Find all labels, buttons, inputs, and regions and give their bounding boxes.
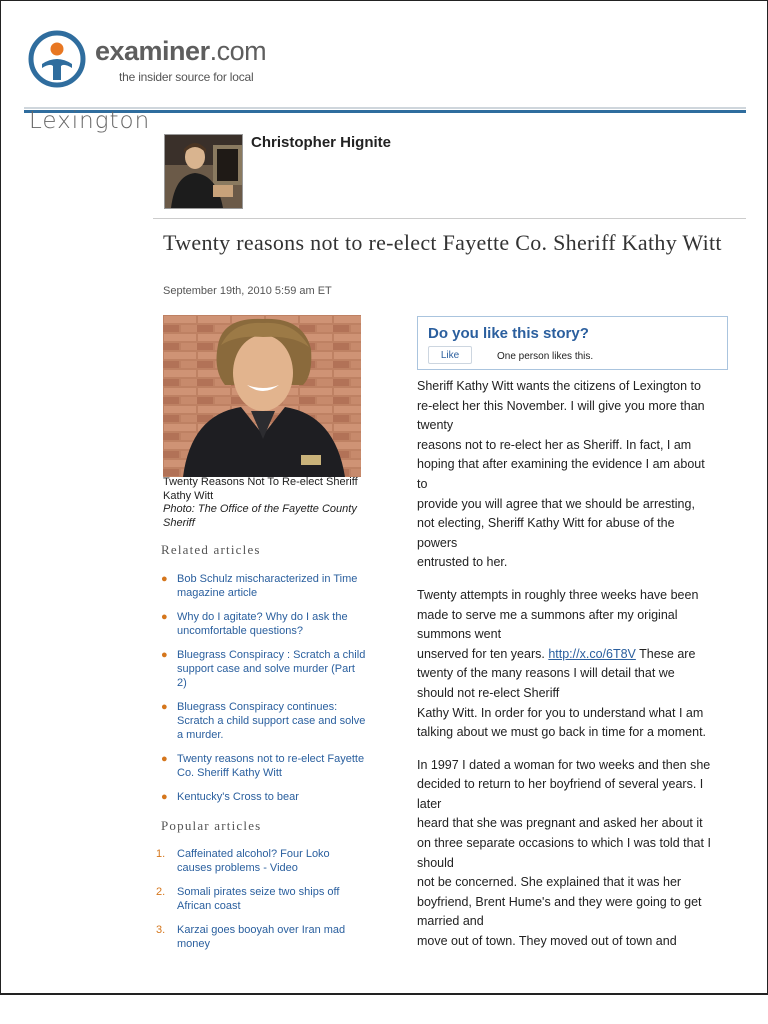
related-article-title[interactable]: Why do I agitate? Why do I ask the uncomfortable questions? xyxy=(177,611,348,637)
related-article-link[interactable] xyxy=(161,610,366,638)
article-paragraph xyxy=(417,586,732,743)
body-line: move out of town. They moved out of town and xyxy=(417,934,677,949)
body-line: not be concerned. She explained that it was her xyxy=(417,875,682,890)
body-line: on three separate occasions to which I was told that I xyxy=(417,836,711,851)
related-article-link[interactable] xyxy=(161,700,366,742)
body-line: In 1997 I dated a woman for two weeks and then she xyxy=(417,757,711,772)
body-line-with-link xyxy=(417,645,732,665)
popular-article-link[interactable] xyxy=(156,923,366,951)
bullet-icon: ● xyxy=(161,649,168,661)
author-name[interactable]: Christopher Hignite xyxy=(251,134,392,151)
list-number: 3. xyxy=(156,924,166,936)
related-article-title[interactable]: Bob Schulz mischaracterized in Time magazine article xyxy=(177,573,358,599)
body-line: provide you will agree that we should be arresting, xyxy=(417,496,695,511)
photo-caption: Twenty Reasons Not To Re-elect Sheriff Kathy Witt xyxy=(163,476,358,502)
article-paragraph xyxy=(417,756,732,952)
popular-article-link[interactable] xyxy=(156,885,366,913)
body-line: married and xyxy=(417,914,484,929)
body-line: to xyxy=(417,476,428,491)
body-line: re-elect her this November. I will give you more than xyxy=(417,398,705,413)
photo-caption-block xyxy=(163,476,363,530)
article-body xyxy=(417,377,732,965)
brand-name[interactable] xyxy=(95,36,266,67)
list-number: 2. xyxy=(156,886,166,898)
popular-article-link[interactable] xyxy=(156,847,366,875)
related-article-link[interactable] xyxy=(161,752,366,780)
bullet-icon: ● xyxy=(161,701,168,713)
like-button[interactable]: Like xyxy=(428,346,472,364)
body-line: not electing, Sheriff Kathy Witt for abuse of the xyxy=(417,516,675,531)
link-line-before: unserved for ten years. xyxy=(417,646,549,661)
brand-tagline: the insider source for local xyxy=(119,70,254,84)
related-article-link[interactable] xyxy=(161,572,366,600)
popular-article-title[interactable]: Karzai goes booyah over Iran mad money xyxy=(177,924,346,950)
link-line-after: These are xyxy=(635,646,696,661)
related-article-title[interactable]: Kentucky's Cross to bear xyxy=(177,791,299,803)
examiner-logo-icon[interactable] xyxy=(28,30,86,88)
body-line: twenty xyxy=(417,418,454,433)
body-line: talking about we must go back in time for a moment. xyxy=(417,725,707,740)
bullet-icon: ● xyxy=(161,753,168,765)
short-url-link[interactable]: http://x.co/6T8V xyxy=(548,646,636,661)
body-line: should not re-elect Sheriff xyxy=(417,685,560,700)
body-line: heard that she was pregnant and asked her about it xyxy=(417,816,703,831)
body-line: entrusted to her. xyxy=(417,555,508,570)
related-article-title[interactable]: Bluegrass Conspiracy continues: Scratch a child support case and solve a murder. xyxy=(177,701,366,741)
body-line: summons went xyxy=(417,627,502,642)
article-paragraph xyxy=(417,377,732,573)
like-box-title: Do you like this story? xyxy=(428,325,589,342)
bullet-icon: ● xyxy=(161,573,168,585)
like-story-box xyxy=(417,316,728,370)
body-line: Kathy Witt. In order for you to understand what I am xyxy=(417,705,704,720)
article-title: Twenty reasons not to re-elect Fayette Co. Sheriff Kathy Witt xyxy=(163,230,722,255)
brand-suffix: .com xyxy=(209,36,267,66)
related-article-link[interactable] xyxy=(161,648,366,690)
popular-article-title[interactable]: Somali pirates seize two ships off African coast xyxy=(177,886,340,912)
related-articles-list xyxy=(161,572,366,814)
related-article-title[interactable]: Twenty reasons not to re-elect Fayette Co. Sheriff Kathy Witt xyxy=(177,753,365,779)
bullet-icon: ● xyxy=(161,611,168,623)
body-line: later xyxy=(417,796,442,811)
popular-articles-list xyxy=(156,847,366,961)
popular-articles-heading: Popular articles xyxy=(161,818,262,833)
related-article-title[interactable]: Bluegrass Conspiracy : Scratch a child support case and solve murder (Part 2) xyxy=(177,649,366,689)
like-count: One person likes this. xyxy=(497,351,594,362)
body-line: Sheriff Kathy Witt wants the citizens of Lexington to xyxy=(417,379,701,393)
article-date: September 19th, 2010 5:59 am ET xyxy=(163,285,332,297)
body-line: reasons not to re-elect her as Sheriff. In fact, I am xyxy=(417,437,692,452)
body-line: boyfriend, Brent Hume's and they were going to get xyxy=(417,894,702,909)
list-number: 1. xyxy=(156,848,166,860)
body-line: Twenty attempts in roughly three weeks have been xyxy=(417,587,699,602)
author-avatar[interactable] xyxy=(164,134,243,209)
popular-article-title[interactable]: Caffeinated alcohol? Four Loko causes problems - Video xyxy=(177,848,330,874)
brand-main: examiner xyxy=(95,36,210,66)
body-line: powers xyxy=(417,535,458,550)
bullet-icon: ● xyxy=(161,791,168,803)
body-line: twenty of the many reasons I will detail that we xyxy=(417,666,675,681)
related-articles-heading: Related articles xyxy=(161,542,261,557)
article-photo[interactable] xyxy=(163,315,361,477)
body-line: hoping that after examining the evidence I am about xyxy=(417,457,705,472)
author-divider xyxy=(153,218,746,219)
body-line: decided to return to her boyfriend of several years. I xyxy=(417,777,704,792)
body-line: made to serve me a summons after my original xyxy=(417,607,678,622)
photo-credit: Photo: The Office of the Fayette County Sheriff xyxy=(163,503,357,529)
related-article-link[interactable] xyxy=(161,790,366,804)
city-label: Lexington xyxy=(29,108,151,134)
body-line: should xyxy=(417,855,454,870)
